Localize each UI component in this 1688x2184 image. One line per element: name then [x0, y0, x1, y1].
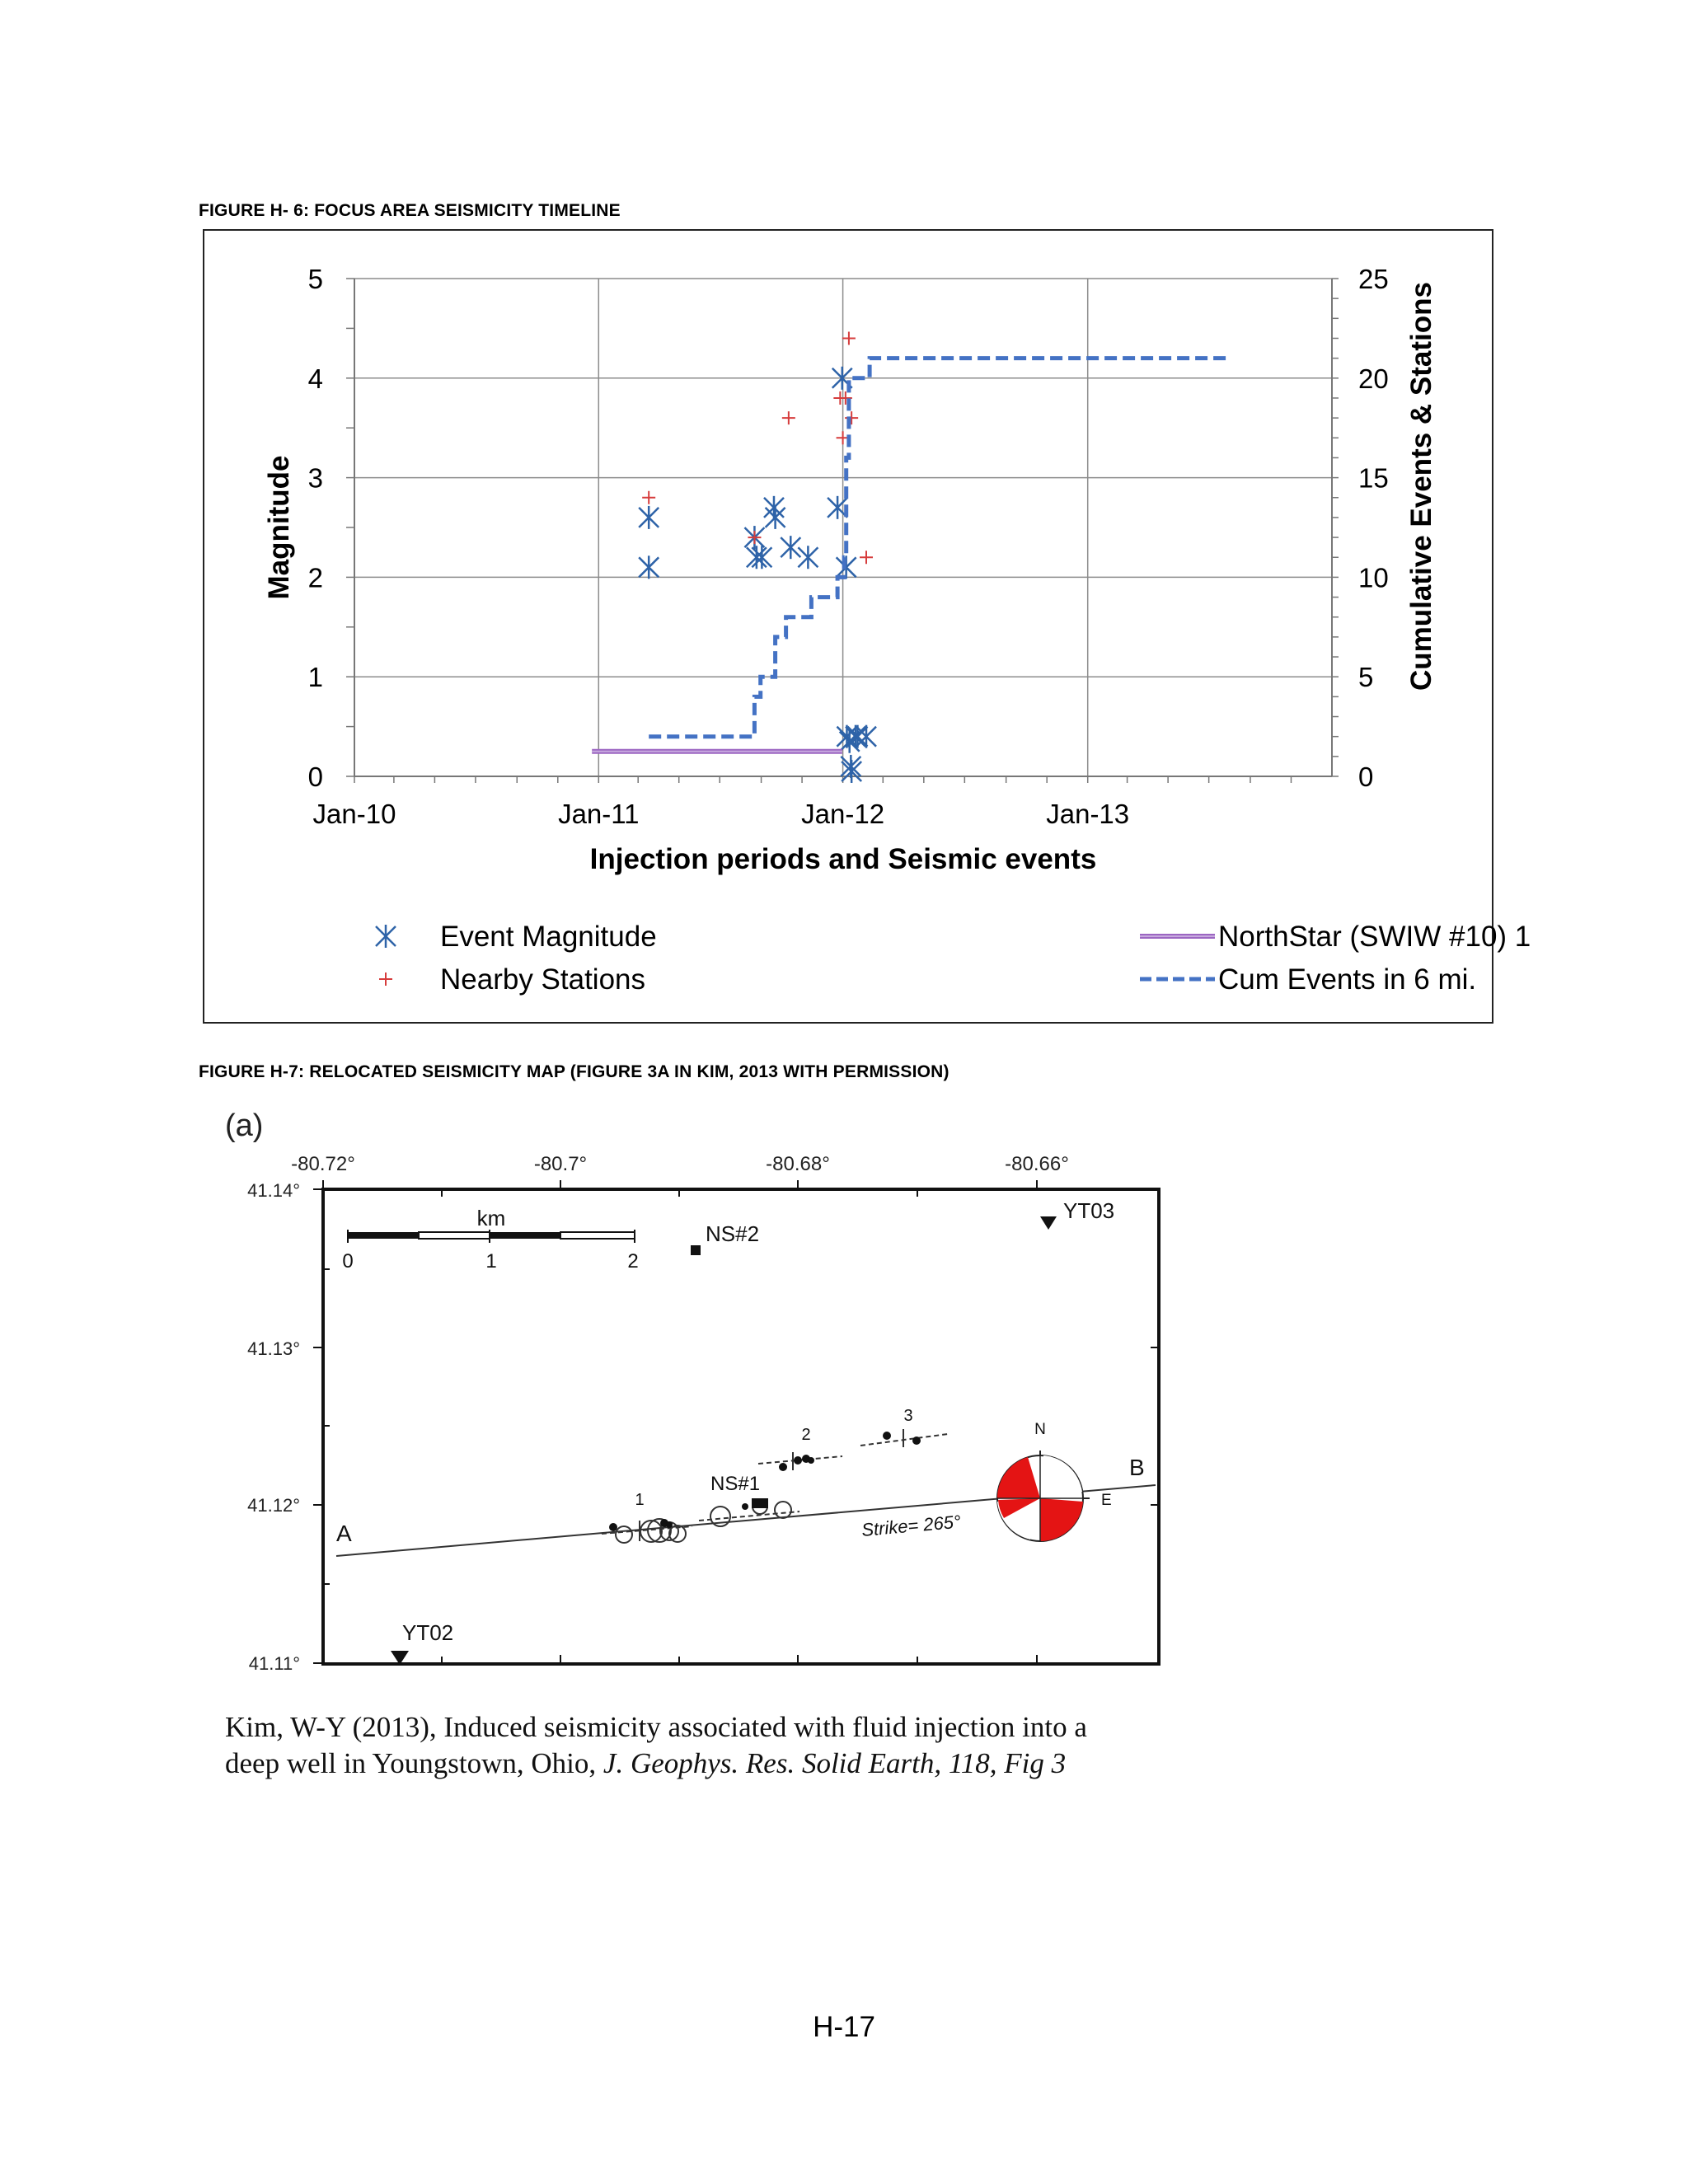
figure-h6-caption: FIGURE H- 6: FOCUS AREA SEISMICITY TIMELINE	[199, 201, 621, 220]
profile-label-a: A	[336, 1521, 352, 1546]
scale-tick-label: 0	[342, 1250, 354, 1272]
y2-tick-label: 20	[1358, 363, 1389, 394]
station-label-ns2: NS#2	[706, 1221, 760, 1246]
lat-tick-label: 41.11°	[248, 1653, 300, 1674]
lon-tick-label: -80.66°	[1005, 1153, 1069, 1175]
scale-tick-label: 2	[627, 1250, 639, 1272]
lon-tick-label: -80.68°	[766, 1153, 830, 1175]
legend-label: Event Magnitude	[440, 921, 657, 953]
beachball-north-label: N	[1034, 1421, 1046, 1438]
y2-tick-label: 15	[1358, 462, 1389, 494]
lat-tick-label: 41.12°	[247, 1495, 300, 1516]
x-tick-label: Jan-11	[558, 799, 640, 829]
scale-unit-label: km	[476, 1206, 506, 1230]
citation-line-2	[225, 1747, 1066, 1780]
y2-tick-label: 5	[1358, 662, 1374, 693]
station-label-yt03: YT03	[1063, 1198, 1115, 1223]
lat-tick-label: 41.13°	[247, 1338, 300, 1359]
citation-journal: J. Geophys. Res. Solid Earth, 118, Fig 3	[603, 1747, 1067, 1779]
lat-tick-label: 41.14°	[247, 1180, 300, 1201]
y-tick-label: 3	[307, 462, 323, 494]
cluster-label: 1	[635, 1491, 645, 1509]
lon-tick-label: -80.7°	[533, 1153, 588, 1175]
page-number: H-17	[813, 2011, 875, 2043]
profile-label-b: B	[1129, 1455, 1145, 1480]
citation-line-1: Kim, W-Y (2013), Induced seismicity associated with fluid injection into a	[225, 1711, 1087, 1743]
lon-tick-label: -80.72°	[291, 1153, 355, 1175]
cluster-label: 2	[801, 1426, 811, 1444]
y-tick-label: 2	[307, 562, 323, 593]
x-axis-title: Injection periods and Seismic events	[589, 843, 1097, 875]
x-tick-label: Jan-10	[312, 799, 396, 829]
y-tick-label: 4	[307, 363, 323, 394]
y-tick-label: 0	[307, 762, 323, 792]
y-tick-label: 1	[307, 662, 323, 693]
y2-tick-label: 0	[1358, 762, 1374, 792]
legend-label: NorthStar (SWIW #10) 1	[1218, 921, 1531, 953]
x-tick-label: Jan-12	[801, 799, 885, 829]
y2-axis-title: Cumulative Events & Stations	[1405, 282, 1437, 691]
x-tick-label: Jan-13	[1046, 799, 1130, 829]
beachball-east-label: E	[1101, 1492, 1112, 1509]
legend-label: Cum Events in 6 mi.	[1218, 963, 1477, 996]
station-label-yt02: YT02	[402, 1620, 454, 1645]
y2-tick-label: 10	[1358, 562, 1389, 593]
strike-label: Strike= 265°	[860, 1511, 962, 1540]
scale-tick-label: 1	[485, 1250, 497, 1272]
cluster-label: 3	[903, 1407, 913, 1425]
citation-line-2-plain: deep well in Youngstown, Ohio,	[225, 1747, 603, 1779]
legend-label: Nearby Stations	[440, 963, 646, 996]
y2-tick-label: 25	[1358, 264, 1389, 294]
panel-label: (a)	[225, 1108, 264, 1143]
map-frame	[323, 1189, 1159, 1664]
y-axis-title: Magnitude	[263, 455, 295, 600]
y-tick-label: 5	[307, 264, 323, 294]
station-label-ns1: NS#1	[710, 1473, 761, 1495]
ns2-marker	[691, 1245, 701, 1255]
figure-h7-caption: FIGURE H-7: RELOCATED SEISMICITY MAP (FIGURE 3A IN KIM, 2013 WITH PERMISSION)	[199, 1062, 950, 1081]
